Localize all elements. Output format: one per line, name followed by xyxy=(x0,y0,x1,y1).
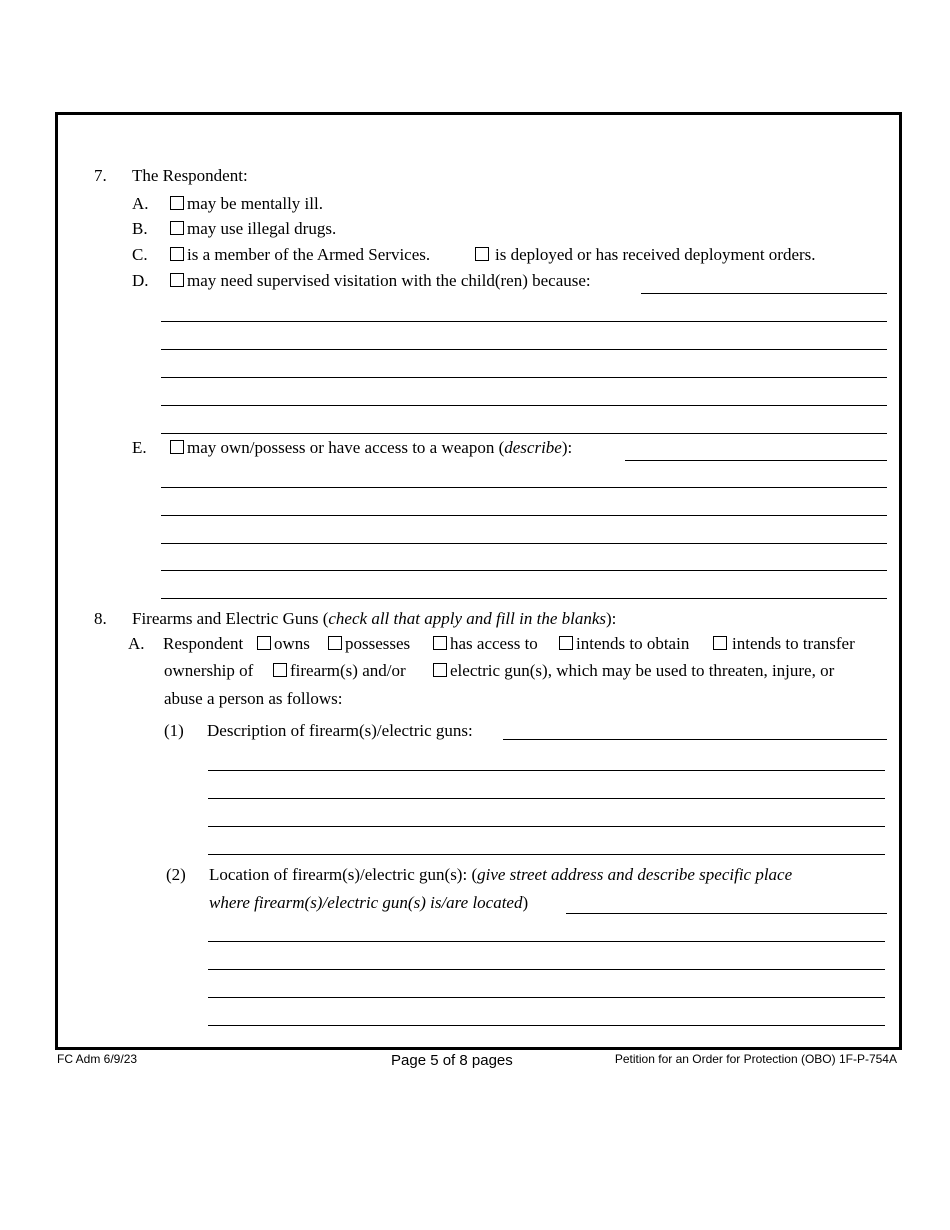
weapon-description-line[interactable] xyxy=(161,543,887,544)
sub-2-number: (2) xyxy=(166,865,186,884)
mentally-ill-label: may be mentally ill. xyxy=(187,194,323,213)
sub-2-label-line1 xyxy=(209,865,792,885)
illegal-drugs-label: may use illegal drugs. xyxy=(187,219,337,238)
item-8-number: 8. xyxy=(94,609,107,628)
item-8a-letter: A. xyxy=(128,634,145,653)
has-access-label: has access to xyxy=(450,634,538,653)
firearm-description-line[interactable] xyxy=(503,739,887,740)
ownership-of-label: ownership of xyxy=(164,661,254,680)
weapon-description-line[interactable] xyxy=(161,515,887,516)
item-7d-letter: D. xyxy=(132,271,149,290)
owns-row xyxy=(257,634,310,654)
firearm-description-line[interactable] xyxy=(208,854,885,855)
mentally-ill-checkbox[interactable] xyxy=(170,196,184,210)
intends-obtain-row xyxy=(559,634,689,654)
sub-2-label-line2 xyxy=(209,893,528,913)
has-access-checkbox[interactable] xyxy=(433,636,447,650)
item-8-heading-italic: check all that apply and fill in the blanks xyxy=(328,609,607,628)
possesses-label: possesses xyxy=(345,634,411,653)
possesses-row xyxy=(328,634,410,654)
weapon-description-line[interactable] xyxy=(161,487,887,488)
illegal-drugs-checkbox[interactable] xyxy=(170,221,184,235)
weapon-label-post: ): xyxy=(561,438,573,457)
weapon-label-pre: may own/possess or have access to a weapon ( xyxy=(187,438,505,457)
supervised-visitation-line[interactable] xyxy=(161,377,887,378)
owns-checkbox[interactable] xyxy=(257,636,271,650)
respondent-label: Respondent xyxy=(163,634,244,653)
firearms-checkbox[interactable] xyxy=(273,663,287,677)
supervised-visitation-line[interactable] xyxy=(161,405,887,406)
sub-2-label-post: ) xyxy=(522,893,529,912)
weapon-checkbox[interactable] xyxy=(170,440,184,454)
sub-1-label: Description of firearm(s)/electric guns: xyxy=(207,721,473,740)
item-7b-letter: B. xyxy=(132,219,148,238)
item-7c-row xyxy=(170,245,430,265)
firearms-label: firearm(s) and/or xyxy=(290,661,406,680)
intends-transfer-row xyxy=(713,634,855,654)
item-8-heading-pre: Firearms and Electric Guns ( xyxy=(132,609,329,628)
armed-services-checkbox[interactable] xyxy=(170,247,184,261)
electric-gun-label: electric gun(s), which may be used to threaten, injure, or xyxy=(450,661,835,680)
footer-form-title: Petition for an Order for Protection (OBO) 1F-P-754A xyxy=(614,1052,897,1066)
electric-gun-checkbox[interactable] xyxy=(433,663,447,677)
item-7c-letter: C. xyxy=(132,245,148,264)
supervised-visitation-line[interactable] xyxy=(161,349,887,350)
footer-page-number: Page 5 of 8 pages xyxy=(391,1052,513,1069)
has-access-row xyxy=(433,634,538,654)
supervised-visitation-checkbox[interactable] xyxy=(170,273,184,287)
sub-2-label-italic2: where firearm(s)/electric gun(s) is/are located xyxy=(209,893,523,912)
item-7b-row xyxy=(170,219,336,239)
firearms-row xyxy=(273,661,406,681)
firearm-location-line[interactable] xyxy=(566,913,887,914)
deployed-label: is deployed or has received deployment orders. xyxy=(495,245,816,264)
firearm-description-line[interactable] xyxy=(208,826,885,827)
possesses-checkbox[interactable] xyxy=(328,636,342,650)
firearm-description-line[interactable] xyxy=(208,770,885,771)
abuse-label: abuse a person as follows: xyxy=(164,689,343,708)
weapon-description-line[interactable] xyxy=(625,460,887,461)
sub-2-label-italic1: give street address and describe specific place xyxy=(477,865,793,884)
item-7d-row xyxy=(170,271,591,291)
supervised-visitation-line[interactable] xyxy=(641,293,887,294)
firearm-description-line[interactable] xyxy=(208,798,885,799)
item-7a-letter: A. xyxy=(132,194,149,213)
item-7c-deployed-row xyxy=(475,245,816,265)
weapon-description-line[interactable] xyxy=(161,570,887,571)
supervised-visitation-line[interactable] xyxy=(161,321,887,322)
firearm-location-line[interactable] xyxy=(208,1025,885,1026)
owns-label: owns xyxy=(274,634,310,653)
deployed-checkbox[interactable] xyxy=(475,247,489,261)
weapon-label-italic: describe xyxy=(504,438,562,457)
intends-obtain-checkbox[interactable] xyxy=(559,636,573,650)
firearm-location-line[interactable] xyxy=(208,969,885,970)
item-7-heading: The Respondent: xyxy=(132,166,248,185)
supervised-visitation-line[interactable] xyxy=(161,433,887,434)
intends-transfer-label: intends to transfer xyxy=(732,634,855,653)
armed-services-label: is a member of the Armed Services. xyxy=(187,245,431,264)
item-8-heading-post: ): xyxy=(606,609,617,628)
item-8-heading xyxy=(132,609,616,629)
sub-2-label-pre: Location of firearm(s)/electric gun(s): ( xyxy=(209,865,478,884)
electric-gun-row xyxy=(433,661,834,681)
firearm-location-line[interactable] xyxy=(208,941,885,942)
intends-obtain-label: intends to obtain xyxy=(576,634,690,653)
weapon-description-line[interactable] xyxy=(161,598,887,599)
item-7e-letter: E. xyxy=(132,438,147,457)
item-7a-row xyxy=(170,194,323,214)
item-7-number: 7. xyxy=(94,166,107,185)
firearm-location-line[interactable] xyxy=(208,997,885,998)
supervised-visitation-label: may need supervised visitation with the child(ren) because: xyxy=(187,271,591,290)
sub-1-number: (1) xyxy=(164,721,184,740)
intends-transfer-checkbox[interactable] xyxy=(713,636,727,650)
footer-form-code: FC Adm 6/9/23 xyxy=(57,1052,138,1066)
item-7e-row xyxy=(170,438,572,458)
